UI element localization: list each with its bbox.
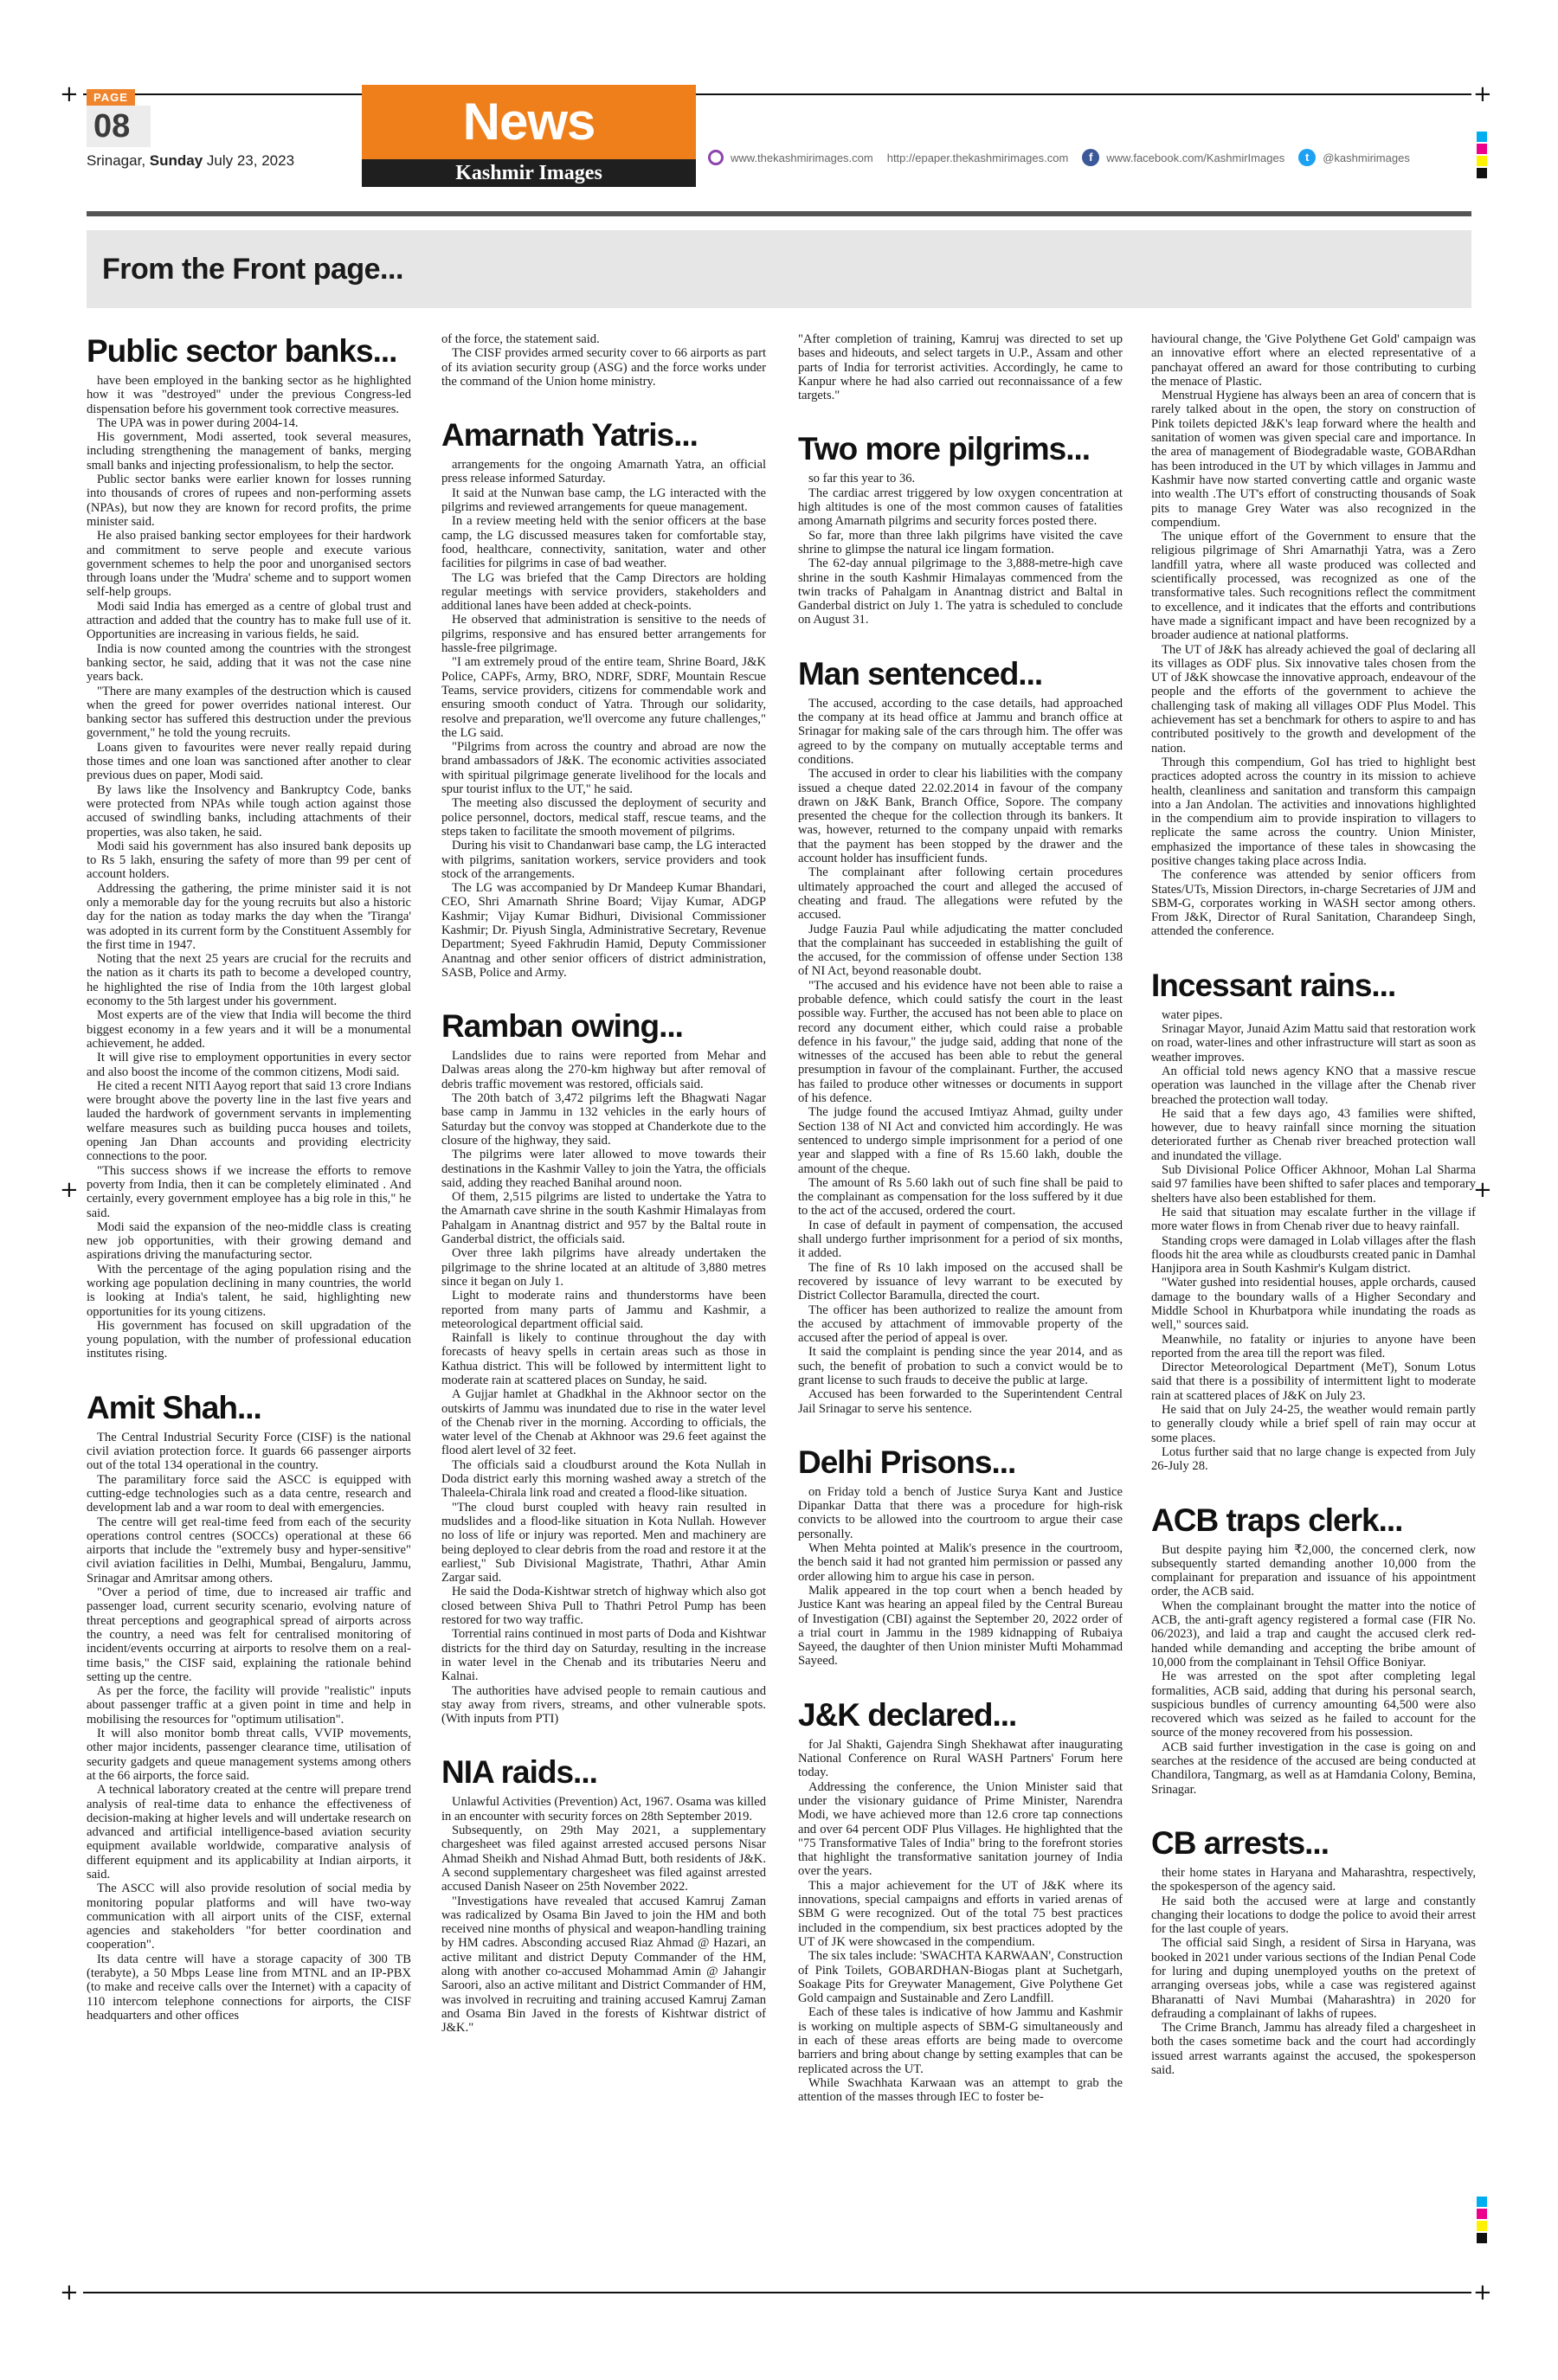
article-paragraph: The meeting also discussed the deployment of security and police personnel, doctors, medical staff, rescue teams, and the steps taken to facilitate the smooth movement of pilgrims.: [441, 796, 766, 839]
facebook-icon: f: [1082, 149, 1099, 166]
article-paragraph: Most experts are of the view that India will become the third biggest economy in a few years and it will be a monumental achievement, he added.: [87, 1008, 411, 1051]
article-paragraph: But despite paying him ₹2,000, the concerned clerk, now subsequently started demanding another 10,000 from the complainant for preparation and issuance of his appointment order, the ACB said.: [1151, 1542, 1476, 1599]
article-paragraph: The UPA was in power during 2004-14.: [97, 415, 299, 430]
article-paragraph: Srinagar Mayor, Junaid Azim Mattu said that restoration work on road, water-lines and other infrastructure will start as soon as weather improves.: [1151, 1022, 1476, 1065]
dateline-place: Srinagar,: [87, 152, 150, 169]
twitter-icon: t: [1298, 149, 1316, 166]
article-paragraph: In a review meeting held with the senior officers at the base camp, the LG discussed measures taken for comfortable stay, food, healthcare, connectivity, sanitation, water and other facilities for pilgrims in case of bad weather.: [441, 514, 766, 571]
article-paragraph: Modi said the expansion of the neo-middle class is creating new job opportunities, with their growing demand and aspirations driving the manufacturing sector.: [87, 1219, 411, 1263]
article-paragraph: His government has focused on skill upgradation of the young population, with the number of professional education institutes rising.: [87, 1318, 411, 1361]
article-paragraph: The paramilitary force said the ASCC is equipped with cutting-edge technologies such as a data centre, research and development lab and a war room to deal with emergencies.: [87, 1472, 411, 1515]
article-paragraph: Unlawful Activities (Prevention) Act, 1967. Osama was killed in an encounter with security forces on 28th September 2019.: [441, 1795, 766, 1824]
article-paragraph: The fine of Rs 10 lakh imposed on the accused shall be recovered by issuance of levy warrant to be executed by District Collector Baramulla, directed the court.: [798, 1260, 1123, 1303]
article-paragraph: Lotus further said that no large change is expected from July 26-July 28.: [1151, 1444, 1476, 1474]
article-paragraph: Accused has been forwarded to the Superintendent Central Jail Srinagar to serve his sentence.: [798, 1387, 1123, 1416]
article-paragraph: their home states in Haryana and Maharashtra, respectively, the spokesperson of the agency said.: [1151, 1865, 1476, 1894]
article-paragraph: Noting that the next 25 years are crucial for the recruits and the nation as it charts its path to become a developed country, he highlighted the rise of India from the 10th largest global economy to the 5th largest under his government.: [87, 952, 411, 1009]
article-paragraph: The official said Singh, a resident of Sirsa in Haryana, was booked in 2021 under various sections of the Indian Penal Code for luring and duping unemployed youths on the pretext of arranging overseas jobs, while a case was registered against Bharanatti of Navi Mumbai (Maharashtra) in 2020 for defrauding a complainant of lakhs of rupees.: [1151, 1936, 1476, 2021]
facebook-link[interactable]: www.facebook.com/KashmirImages: [1106, 151, 1285, 164]
article-paragraph: It said at the Nunwan base camp, the LG interacted with the pilgrims and reviewed arrangements for queue management.: [441, 486, 766, 515]
article-paragraph: The 62-day annual pilgrimage to the 3,888-metre-high cave shrine in the south Kashmir Himalayas commenced from the twin tracks of Pahalgam in Anantnag district and Baltal in Ganderbal district on July 1. The yatra is scheduled to conclude on August 31.: [798, 556, 1123, 627]
article-paragraph: With the percentage of the aging population rising and the working age population declining in many countries, the world is looking at India's talent, he said, highlighting new opportunities for its young citizens.: [87, 1262, 411, 1319]
color-bar-top: [1477, 132, 1487, 180]
article-paragraph: of the force, the statement said.: [441, 332, 600, 346]
article-paragraph: During his visit to Chandanwari base camp, the LG interacted with pilgrims, sanitation workers, service providers and took stock of the arrangements.: [441, 839, 766, 881]
article-paragraph: The 20th batch of 3,472 pilgrims left the Bhagwati Nagar base camp in Jammu in 132 vehicles in the early hours of Saturday but the convoy was stopped at Chanderkote due to the closure of the highway, they said.: [441, 1091, 766, 1148]
article-paragraph: The CISF provides armed security cover to 66 airports as part of its aviation security group (ASG) and the force works under the command of the Union home ministry.: [441, 346, 766, 389]
article-paragraph: The UT of J&K has already achieved the goal of declaring all its villages as ODF plus. Six innovative tales chosen from the UT of J&K showcase the innovative approach, endeavour of the people and the efforts of the government to achieve the challenging task of making all villages ODF Plus Model. This achievement has set a benchmark for others to aspire to and has contributed positively to the growth and development of the nation.: [1151, 642, 1476, 756]
article-paragraph: The officer has been authorized to realize the amount from the accused by attachment of immovable property of the accused after the period of appeal is over.: [798, 1303, 1123, 1346]
article-headline: Ramban owing...: [441, 1008, 683, 1045]
article-paragraph: "After completion of training, Kamruj was directed to set up bases and hideouts, and select targets in U.P., Assam and other parts of India for terrorist activities. Accordingly, he came to Kanpur where he had also carried out reconnaissance of a few targets.": [798, 332, 1123, 403]
article-paragraph: "The accused and his evidence have not been able to raise a probable defence, which could satisfy the court in the least possible way. Further, the accused has not been able to place on record any document either, which could raise a probable defence in his favour," the judge said, adding that none of the witnesses of the accused has been able to rebut the general presumption in favour of the complainant. Further, the accused has failed to produce other witnesses or documents in support of his defence.: [798, 978, 1123, 1106]
article-headline: Delhi Prisons...: [798, 1444, 1016, 1480]
twitter-link[interactable]: @kashmirimages: [1323, 151, 1410, 164]
article-paragraph: It will also monitor bomb threat calls, VVIP movements, other major incidents, passenger clearance time, utilisation of security gadgets and queue management systems among others at the 66 airports, the force said.: [87, 1727, 411, 1783]
article-headline: Two more pilgrims...: [798, 431, 1091, 467]
article-paragraph: arrangements for the ongoing Amarnath Yatra, an official press release informed Saturday.: [441, 458, 766, 486]
article-paragraph: Menstrual Hygiene has always been an area of concern that is rarely talked about in the open, the story on construction of Pink toilets depicted J&K's leap forward where the health and sanitation of women was given special care and importance. In the area of management of Biodegradable waste, GOBARdhan has been introduced in the UT by which villages in Jammu and Kashmir have now started converting cattle and organic waste into wealth .The UT's effort of constructing thousands of Soak pits to manage Grey Water was also recognized in the compendium.: [1151, 389, 1476, 530]
dateline: [87, 152, 294, 170]
article-paragraph: He observed that administration is sensitive to the needs of pilgrims, responsive and has ensured better arrangements for hassle-free pilgrimage.: [441, 613, 766, 656]
article-headline: J&K declared...: [798, 1696, 1017, 1733]
article-headline: Incessant rains...: [1151, 967, 1396, 1003]
article-paragraph: on Friday told a bench of Justice Surya Kant and Justice Dipankar Datta that there was a procedure for high-risk convicts to be allowed into the courtroom to argue their case personally.: [798, 1484, 1123, 1541]
article-paragraph: Malik appeared in the top court when a bench headed by Justice Kant was hearing an appeal filed by the Central Bureau of Investigation (CBI) against the September 20, 2022 order of a trial court in Jammu in the 1989 kidnapping of Rubaiya Sayeed, the daughter of then Union minister Mufti Mohammad Sayeed.: [798, 1583, 1123, 1669]
registration-mark-mid-right: +: [1473, 1177, 1492, 1203]
article-paragraph: It said the complaint is pending since the year 2014, and as such, the benefit of probation to such a convict would be to grant license to such frauds to deceive the public at large.: [798, 1345, 1123, 1387]
article-paragraph: The ASCC will also provide resolution of social media by monitoring popular platforms and will have two-way communication with all airport units of the CISF, external agencies and stakeholders "for better coordination and cooperation".: [87, 1881, 411, 1952]
article-paragraph: The pilgrims were later allowed to move towards their destinations in the Kashmir Valley to join the Yatra, the officials said, adding they reached Banihal around noon.: [441, 1148, 766, 1190]
article-paragraph: The officials said a cloudburst around the Kota Nullah in Doda district early this morning washed away a stretch of the Thaleela-Chirala link road and created a flood-like situation.: [441, 1457, 766, 1501]
article-paragraph: Addressing the gathering, the prime minister said it is not only a memorable day for the young recruits but also a historic day for the nation as today marks the day when the 'Tiranga' was adopted in its current form by the Constituent Assembly for the first time in 1947.: [87, 881, 411, 952]
article-paragraph: The centre will get real-time feed from each of the security operations control centres (SOCCs) operational at these 66 airports that include the "extremely busy and hyper-sensitive" civil aviation facilities in Delhi, Mumbai, Bengaluru, Jammu, Srinagar and Amritsar among others.: [87, 1515, 411, 1586]
article-paragraph: Modi said India has emerged as a centre of global trust and attraction and added that the country has to make full use of it. Opportunities are increasing in various fields, he said.: [87, 599, 411, 642]
article-paragraph: "Over a period of time, due to increased air traffic and passenger load, current security scenario, evolving nature of threat perceptions and geographical spread of airports across the country, a need was felt for centralised monitoring of incident/events occurring at airports to resolve them on a real-time basis," the CISF said, explaining the rationale behind setting up the centre.: [87, 1586, 411, 1684]
article-paragraph: for Jal Shakti, Gajendra Singh Shekhawat after inaugurating National Conference on Rural WASH Partners' Forum here today.: [798, 1737, 1123, 1780]
registration-mark-top-right: +: [1473, 81, 1492, 107]
article-paragraph: India is now counted among the countries with the strongest banking sector, he said, adding that it was not the case nine years back.: [87, 641, 411, 685]
article-paragraph: ACB said further investigation in the case is going on and searches at the residence of the accused are being conducted at Chandilora, Tangmarg, as well as at Hamdania Colony, Bemina, Srinagar.: [1151, 1740, 1476, 1797]
article-paragraph: The judge found the accused Imtiyaz Ahmad, guilty under Section 138 of NI Act and convicted him accordingly. He was sentenced to undergo simple imprisonment for a period of one year and slapped with a fine of Rs 15.60 lakh, double the amount of the cheque.: [798, 1105, 1123, 1176]
article-paragraph: When Mehta pointed at Malik's presence in the courtroom, the bench said it had not granted him permission or passed any order allowing him to argue his case in person.: [798, 1541, 1123, 1584]
article-paragraph: Rainfall is likely to continue throughout the day with forecasts of heavy spells in certain areas such as those in Kathua district. This will be followed by intermittent light to moderate rain at scattered places on Sunday, he said.: [441, 1331, 766, 1387]
article-paragraph: Public sector banks were earlier known for losses running into thousands of crores of rupees and non-performing assets (NPAs), but now they are known for record profits, the prime minister said.: [87, 473, 411, 529]
article-paragraph: His government, Modi asserted, took several measures, including strengthening the management of banks, merging small banks and injecting professionalism, to help the sector.: [87, 430, 411, 473]
article-paragraph: Subsequently, on 29th May 2021, a supplementary chargesheet was filed against arrested accused persons Nisar Ahmad Sheikh and Nishad Ahmad Butt, both residents of J&K. A second supplementary chargesheet was filed against arrested accused Danish Naseer on 25th November 2022.: [441, 1824, 766, 1894]
article-paragraph: He cited a recent NITI Aayog report that said 13 crore Indians were brought above the poverty line in the last five years and lauded the hardwork of government servants in implementing welfare measures such as building pucca houses and toilets, opening Jan Dhan accounts and providing electricity connections to the poor.: [87, 1078, 411, 1164]
section-banner: [87, 230, 1471, 308]
article-paragraph: The accused in order to clear his liabilities with the company issued a cheque dated 22.02.2014 in favour of the company drawn on J&K Bank, Branch Office, Sopore. The company presented the cheque for the collection through its bankers. It was, however, returned to the company unpaid with remarks that the payment has been stopped by the drawer and the account holder has insufficient funds.: [798, 767, 1123, 866]
article-paragraph: The unique effort of the Government to ensure that the religious pilgrimage of Shri Amarnathji Yatra, was a Zero landfill yatra, where all waste produced was collected and scientifically processed, was recognized as one of the transformative tales. Such recognitions reflect the commitment to excellence, and it indicates that the efforts and contributions have made a significant impact and have been recognized by a broader audience at national platforms.: [1151, 530, 1476, 643]
registration-mark-bottom-left: +: [60, 2280, 79, 2306]
circle-icon: [708, 150, 724, 165]
page-label: PAGE: [87, 89, 135, 106]
article-paragraph: By laws like the Insolvency and Bankruptcy Code, banks were protected from NPAs while tough action against those accused of swindling banks, including attachments of their properties, was also taken, he said.: [87, 782, 411, 839]
article-headline: Man sentenced...: [798, 655, 1043, 691]
article-paragraph: Judge Fauzia Paul while adjudicating the matter concluded that the complainant has succeeded in establishing the guilt of the accused, for the commission of offense under Section 138 of NI Act, beyond reasonable doubt.: [798, 922, 1123, 979]
article-paragraph: havioural change, the 'Give Polythene Get Gold' campaign was an innovative effort where an elected representative of a panchayat offered an award for those contributing to curbing the menace of Plastic.: [1151, 332, 1476, 389]
article-paragraph: He said that a few days ago, 43 families were shifted, however, due to heavy rainfall since morning the situation deteriorated further as Chenab river breached protection wall and inundated the village.: [1151, 1106, 1476, 1163]
article-paragraph: The accused, according to the case details, had approached the company at its head office at Jammu and branch office at Srinagar for making sale of the cars through him. The offer was agreed to by the company on mutually acceptable terms and conditions.: [798, 696, 1123, 767]
article-paragraph: Addressing the conference, the Union Minister said that under the visionary guidance of Prime Minister, Narendra Modi, we have achieved more than 12.6 crore tap connections and over 64 percent ODF Plus Villages. He highlighted that the "75 Transformative Tales of India" bring to the forefront stories that highlight the transformative sanitation journey of India over the years.: [798, 1779, 1123, 1879]
article-paragraph: The Crime Branch, Jammu has already filed a chargesheet in both the cases sometime back and the court had accordingly issued arrest warrants against the accused, the spokesperson said.: [1151, 2021, 1476, 2078]
article-paragraph: water pipes.: [1162, 1007, 1223, 1022]
article-paragraph: The amount of Rs 5.60 lakh out of such fine shall be paid to the complainant as compensation for the loss suffered by it due to the act of the accused, ordered the court.: [798, 1175, 1123, 1219]
article-paragraph: Meanwhile, no fatality or injuries to anyone have been reported from the area till the report was filed.: [1151, 1332, 1476, 1360]
article-paragraph: The six tales include: 'SWACHTA KARWAAN', Construction of Pink Toilets, GOBARDHAN-Biogas plant at Suchetgarh, Soakage Pits for Greywater Management, Give Polythene Get Gold campaign and Sustainable and Zero Landfill.: [798, 1949, 1123, 2006]
website-link[interactable]: www.thekashmirimages.com: [731, 151, 873, 164]
article-paragraph: So far, more than three lakh pilgrims have visited the cave shrine to glimpse the natural ice lingam formation.: [798, 528, 1123, 556]
article-paragraph: Torrential rains continued in most parts of Doda and Kishtwar districts for the third day on Saturday, resulting in the increase in water level in the Chenab and its tributaries Neeru and Kalnai.: [441, 1627, 766, 1684]
article-headline: Public sector banks...: [87, 333, 397, 369]
article-paragraph: so far this year to 36.: [808, 472, 916, 486]
article-paragraph: "There are many examples of the destruction which is caused when the greed for power overrides national interest. Our banking sector has suffered this destruction under the previous government," he told the young recruits.: [87, 684, 411, 741]
article-paragraph: "Water gushed into residential houses, apple orchards, caused damage to the boundary walls of a Higher Secondary and Middle School in Khurbatpora while inundating the roads as well," sources said.: [1151, 1276, 1476, 1333]
article-headline: ACB traps clerk...: [1151, 1502, 1403, 1538]
article-paragraph: As per the force, the facility will provide "realistic" inputs about passenger traffic at a given point in time and help in mobilising the resources for "optimum utilisation".: [87, 1684, 411, 1727]
article-paragraph: The LG was accompanied by Dr Mandeep Kumar Bhandari, CEO, Shri Amarnath Shrine Board; Vijay Kumar, ADGP Kashmir; Vijay Kumar Bidhuri, Divisional Commissioner Kashmir; Dr. Piyush Singla, Administrative Secretary, Revenue Department; Syeed Fakhrudin Hamid, Deputy Commissioner Anantnag and other senior officers of district administration, SASB, Police and Army.: [441, 881, 766, 980]
article-paragraph: A technical laboratory created at the centre will prepare trend analysis of real-time data to enhance the effectiveness of decision-making at higher levels and will undertake research on advanced and artificial intelligence-based aviation security equipment available worldwide, comparative analysis of different equipment and its applicability at Indian airports, it said.: [87, 1783, 411, 1881]
color-bar-bottom: [1477, 2197, 1487, 2245]
article-column-4: [1151, 332, 1476, 2077]
article-paragraph: An official told news agency KNO that a massive rescue operation was launched in the village after the Chenab river breached the protection wall today.: [1151, 1064, 1476, 1107]
trim-line-bottom: [83, 2292, 1471, 2293]
article-paragraph: "This success shows if we increase the efforts to remove poverty from India, then it can be completely eliminated . And certainly, every government employee has a big role in this," he said.: [87, 1163, 411, 1220]
page-number: 08: [87, 106, 151, 147]
dateline-date: July 23, 2023: [203, 152, 295, 169]
article-paragraph: Of them, 2,515 pilgrims are listed to undertake the Yatra to the Amarnath cave shrine in the south Kashmir Himalayas from Pahalgam in Anantnag district and 957 by the Baltal route in Ganderbal district, the officials said.: [441, 1190, 766, 1247]
masthead-links: [708, 149, 1410, 166]
article-paragraph: "Pilgrims from across the country and abroad are now the brand ambassadors of J&K. The economic activities associated with spiritual pilgrimage generate livelihood for the locals and spur tourist influx to the UT," he said.: [441, 740, 766, 797]
registration-mark-bottom-right: +: [1473, 2280, 1492, 2306]
registration-mark-mid-left: +: [60, 1177, 79, 1203]
article-paragraph: Director Meteorological Department (MeT), Sonum Lotus said that there is a possibility of intermittent light to moderate rain at scattered places of J&K on July 23.: [1151, 1360, 1476, 1403]
article-paragraph: A Gujjar hamlet at Ghadkhal in the Akhnoor sector on the outskirts of Jammu was inundated due to rise in the water level of the Chenab river in the morning. According to officials, the water level of the Chenab at Akhnoor was 29.6 feet against the flood alert level of 32 feet.: [441, 1387, 766, 1458]
article-headline: Amarnath Yatris...: [441, 417, 698, 453]
article-paragraph: He said that on July 24-25, the weather would remain partly to generally cloudy while a brief spell of rain may occur at some places.: [1151, 1403, 1476, 1445]
article-paragraph: It will give rise to employment opportunities in every sector and also boost the income of the common citizens, Modi said.: [87, 1051, 411, 1079]
article-paragraph: Standing crops were damaged in Lolab villages after the flash floods hit the area while as cloudbursts created panic in Damhal Hanjipora area in South Kashmir's Kulgam district.: [1151, 1233, 1476, 1277]
article-paragraph: He said both the accused were at large and constantly changing their locations to dodge the police to avoid their arrest for the last couple of years.: [1151, 1894, 1476, 1937]
registration-mark-top-left: +: [60, 81, 79, 107]
article-paragraph: The cardiac arrest triggered by low oxygen concentration at high altitudes is one of the most common causes of fatalities among Amarnath pilgrims and security forces posted there.: [798, 486, 1123, 529]
article-paragraph: This a major achievement for the UT of J&K where its innovations, special campaigns and efforts in varied arenas of SBM G were recognized. Out of the total 75 best practices included in the compendium, six best practices adopted by the UT of JK were showcased in the compendium.: [798, 1878, 1123, 1949]
article-paragraph: The authorities have advised people to remain cautious and stay away from rivers, streams, and other vulnerable spots. (With inputs from PTI): [441, 1683, 766, 1727]
section-banner-title: From the Front page...: [102, 253, 403, 286]
article-paragraph: He was arrested on the spot after completing legal formalities, ACB said, adding that during his personal search, suspicious bundles of currency amounting 64,500 were also recovered which was seized as he failed to account for the source of the money recovered from his possession.: [1151, 1669, 1476, 1740]
page-number-tag: [87, 89, 151, 147]
article-paragraph: Sub Divisional Police Officer Akhnoor, Mohan Lal Sharma said 97 families have been shifted to safer places and temporary shelters have also been established for them.: [1151, 1163, 1476, 1206]
article-column-1: [87, 332, 411, 2023]
article-paragraph: "The cloud burst coupled with heavy rain resulted in mudslides and a flood-like situation in Kota Nullah. However no loss of life or injury was reported. Men and machinery are being deployed to clear debris from the road and restore it at the earliest," Sub Divisional Magistrate, Thathri, Athar Amin Zargar said.: [441, 1500, 766, 1586]
article-paragraph: Landslides due to rains were reported from Mehar and Dalwas areas along the 270-km highway but after removal of debris traffic movement was restored, officials said.: [441, 1049, 766, 1091]
article-paragraph: The complainant after following certain procedures ultimately approached the court and alleged the accused of cheating and fraud. The allegations were refuted by the accused.: [798, 865, 1123, 923]
article-paragraph: Each of these tales is indicative of how Jammu and Kashmir is working on multiple aspects of SBM-G simultaneously and in each of these areas efforts are being made to overcome barriers and bring about change by setting examples that can be replicated across the UT.: [798, 2005, 1123, 2076]
article-headline: NIA raids...: [441, 1754, 597, 1791]
masthead-title: News: [362, 85, 696, 159]
article-paragraph: The Central Industrial Security Force (CISF) is the national civil aviation protection force. It guards 66 passenger airports out of the total 134 operational in the country.: [87, 1430, 411, 1473]
article-paragraph: He said that situation may escalate further in the village if more water flows in from Chenab river due to heavy rainfall.: [1151, 1205, 1476, 1234]
article-paragraph: Light to moderate rains and thunderstorms have been reported from many parts of Jammu and Kashmir, a meteorological department official said.: [441, 1289, 766, 1331]
section-masthead: [362, 85, 696, 187]
article-paragraph: The conference was attended by senior officers from States/UTs, Mission Directors, in-charge Secretaries of JJM and SBM-G, corporates working in WASH sector among others. From J&K, Director of Rural Sanitation, Charandeep Singh, attended the conference.: [1151, 868, 1476, 939]
trim-line-top: [83, 93, 1471, 95]
article-paragraph: Through this compendium, GoI has tried to highlight best practices adopted across the country in its mission to achieve health, cleanliness and sanitation and transform this campaign into a Jan Andolan. The activities and innovations highlighted in the compendium aim to provide inspiration to villagers to replicate the same across the country. Union Minister, emphasized the importance of these tales in showcasing the positive changes taking place across India.: [1151, 755, 1476, 868]
article-paragraph: He also praised banking sector employees for their hardwork and commitment to serve people and execute various government schemes to help the poor and unorganised sectors through loans under the 'Mudra' scheme and to support women self-help groups.: [87, 529, 411, 600]
article-paragraph: The LG was briefed that the Camp Directors are holding regular meetings with service providers, stakeholders and additional lanes have been added at check-points.: [441, 570, 766, 614]
epaper-link[interactable]: http://epaper.thekashmirimages.com: [886, 151, 1069, 164]
article-paragraph: While Swachhata Karwaan was an attempt to grab the attention of the masses through IEC to foster be-: [798, 2075, 1123, 2105]
article-column-2: [441, 332, 766, 2035]
article-paragraph: Loans given to favourites were never really repaid during those times and one loan was sanctioned after another to clear previous dues on paper, Modi said.: [87, 740, 411, 783]
header-rule: [87, 211, 1471, 216]
article-paragraph: Its data centre will have a storage capacity of 300 TB (terabyte), a 50 Mbps Lease line from MTNL and an IP-PBX (to make and receive calls over the Internet) with a capacity of 110 intercom telephone connections for airports, the CISF headquarters and other offices: [87, 1952, 411, 2023]
article-paragraph: "I am extremely proud of the entire team, Shrine Board, J&K Police, CAPFs, Army, BRO, NDRF, SDRF, Mountain Rescue Teams, service providers, citizens for commendable work and ensuring smooth conduct of Yatra. Through our solidarity, resolve and preparation, we'll overcome any future challenges," the LG said.: [441, 655, 766, 740]
article-paragraph: He said the Doda-Kishtwar stretch of highway which also got closed between Shiva Pull to Thathri Petrol Pump has been restored for two way traffic.: [441, 1585, 766, 1628]
article-paragraph: When the complainant brought the matter into the notice of ACB, the anti-graft agency registered a formal case (FIR No. 06/2023), and laid a trap and caught the accused clerk red-handed while demanding and accepting the bribe amount of 10,000 from the complainant in Tehsil Office Boniyar.: [1151, 1598, 1476, 1669]
masthead-brand: Kashmir Images: [362, 159, 696, 187]
article-paragraph: In case of default in payment of compensation, the accused shall undergo further imprisonment for a period of six months, it added.: [798, 1218, 1123, 1261]
article-headline: CB arrests...: [1151, 1824, 1329, 1861]
dateline-day: Sunday: [149, 152, 203, 169]
article-paragraph: have been employed in the banking sector as he highlighted how it was "destroyed" under the previous Congress-led dispensation before his government took corrective measures.: [87, 374, 411, 416]
article-paragraph: Modi said his government has also insured bank deposits up to Rs 5 lakh, ensuring the safety of more than 99 per cent of account holders.: [87, 839, 411, 882]
article-headline: Amit Shah...: [87, 1389, 261, 1425]
article-paragraph: Over three lakh pilgrims have already undertaken the pilgrimage to the shrine located at an altitude of 3,880 metres since it began on July 1.: [441, 1246, 766, 1289]
article-paragraph: "Investigations have revealed that accused Kamruj Zaman was radicalized by Osama Bin Javed to join the HM and both received nine months of physical and weapon-handling training by HM cadres. Absconding accused Riaz Ahmad @ Hazari, an active militant and district Deputy Commander of the HM, along with another co-accused Mohammad Amin @ Jahangir Saroori, also an active militant and District Commander of HM, was involved in recruiting and training accused Kamruj Zaman and Osama Bin Javed in the forests of Kishtwar district of J&K.": [441, 1894, 766, 2036]
article-column-3: [798, 332, 1123, 2104]
